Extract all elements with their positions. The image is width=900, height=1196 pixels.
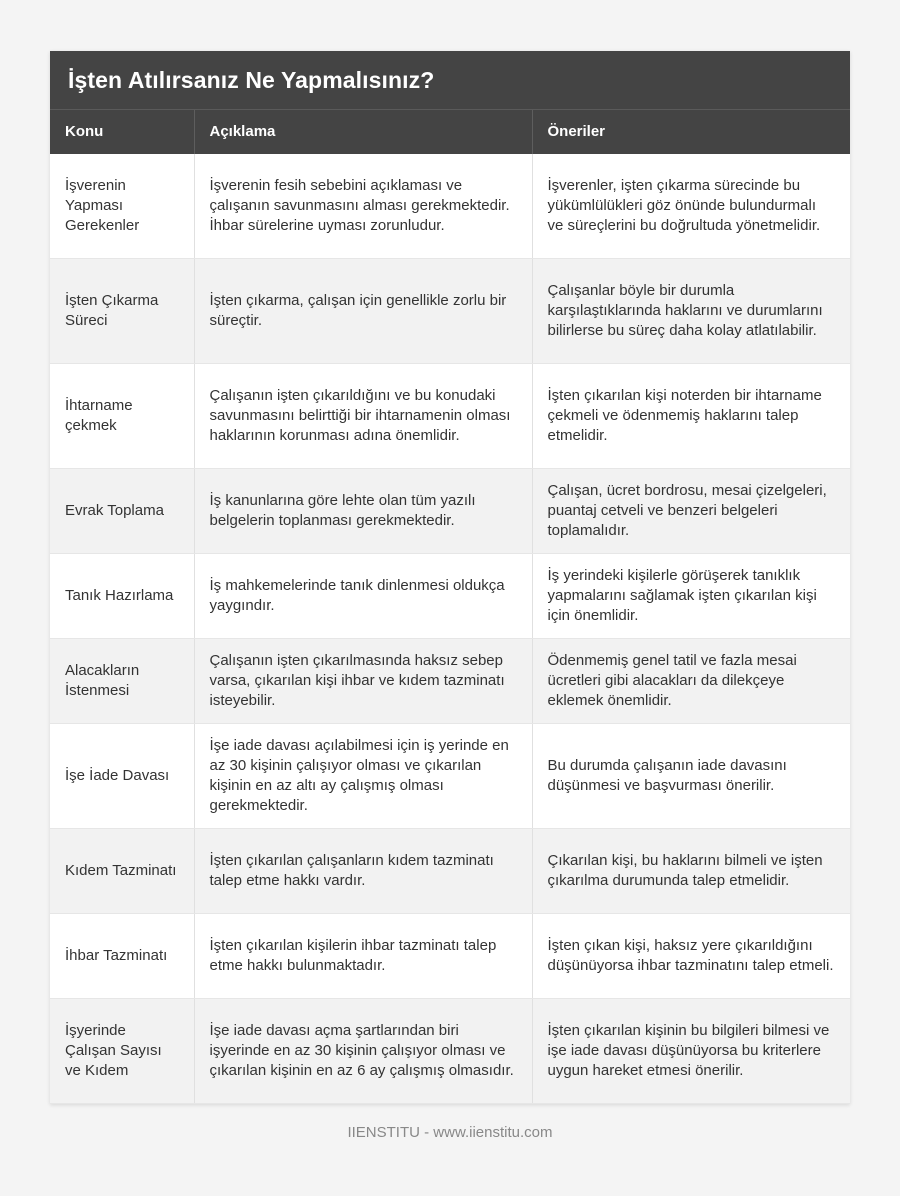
cell-description: İşten çıkarılan çalışanların kıdem tazminatı talep etme hakkı vardır. (194, 829, 532, 914)
cell-topic: İşverenin Yapması Gerekenler (50, 154, 194, 259)
cell-topic: Alacakların İstenmesi (50, 639, 194, 724)
cell-description: İşverenin fesih sebebini açıklaması ve çalışanın savunmasını alması gerekmektedir. İhbar sürelerine uyması zorunludur. (194, 154, 532, 259)
info-card (50, 51, 850, 1104)
cell-description: İş mahkemelerinde tanık dinlenmesi oldukça yaygındır. (194, 554, 532, 639)
table-row (50, 999, 850, 1104)
cell-recommendation: Ödenmemiş genel tatil ve fazla mesai ücretleri gibi alacakları da dilekçeye eklemek önemlidir. (532, 639, 850, 724)
cell-description: İşe iade davası açılabilmesi için iş yerinde en az 30 kişinin çalışıyor olması ve çıkarılan kişinin en az altı ay çalışmış olması gerekmektedir. (194, 724, 532, 829)
cell-topic: İşten Çıkarma Süreci (50, 259, 194, 364)
footer-credit: IIENSTITU - www.iienstitu.com (347, 1124, 553, 1141)
column-header-recommendation: Öneriler (532, 110, 850, 154)
cell-topic: Kıdem Tazminatı (50, 829, 194, 914)
column-header-topic: Konu (50, 110, 194, 154)
table-row (50, 914, 850, 999)
cell-topic: İşyerinde Çalışan Sayısı ve Kıdem (50, 999, 194, 1104)
cell-description: İşe iade davası açma şartlarından biri işyerinde en az 30 kişinin çalışıyor olması ve çıkarılan kişinin en az 6 ay çalışmış olmasıdır. (194, 999, 532, 1104)
table-row (50, 469, 850, 554)
cell-recommendation: İşverenler, işten çıkarma sürecinde bu yükümlülükleri göz önünde bulundurmalı ve süreçlerini bu doğrultuda yönetmelidir. (532, 154, 850, 259)
cell-recommendation: Çıkarılan kişi, bu haklarını bilmeli ve işten çıkarılma durumunda talep etmelidir. (532, 829, 850, 914)
column-header-description: Açıklama (194, 110, 532, 154)
cell-recommendation: İşten çıkarılan kişi noterden bir ihtarname çekmeli ve ödenmemiş haklarını talep etmelidir. (532, 364, 850, 469)
table-row (50, 724, 850, 829)
cell-recommendation: Çalışan, ücret bordrosu, mesai çizelgeleri, puantaj cetveli ve benzeri belgeleri toplamalıdır. (532, 469, 850, 554)
cell-description: Çalışanın işten çıkarıldığını ve bu konudaki savunmasını belirttiği bir ihtarnamenin olması haklarının korunması adına önemlidir. (194, 364, 532, 469)
cell-topic: İşe İade Davası (50, 724, 194, 829)
cell-description: İşten çıkarılan kişilerin ihbar tazminatı talep etme hakkı bulunmaktadır. (194, 914, 532, 999)
table-row (50, 554, 850, 639)
cell-recommendation: İşten çıkarılan kişinin bu bilgileri bilmesi ve işe iade davası düşünüyorsa bu kriterlere uygun hareket etmesi önerilir. (532, 999, 850, 1104)
cell-description: Çalışanın işten çıkarılmasında haksız sebep varsa, çıkarılan kişi ihbar ve kıdem tazminatı isteyebilir. (194, 639, 532, 724)
cell-recommendation: İşten çıkan kişi, haksız yere çıkarıldığını düşünüyorsa ihbar tazminatını talep etmeli. (532, 914, 850, 999)
table-header-row (50, 110, 850, 154)
table-row (50, 364, 850, 469)
cell-topic: İhbar Tazminatı (50, 914, 194, 999)
cell-recommendation: Çalışanlar böyle bir durumla karşılaştıklarında haklarını ve durumlarını bilirlerse bu süreç daha kolay atlatılabilir. (532, 259, 850, 364)
table-row (50, 259, 850, 364)
table-row (50, 639, 850, 724)
table-body (50, 154, 850, 1104)
cell-topic: Tanık Hazırlama (50, 554, 194, 639)
cell-recommendation: Bu durumda çalışanın iade davasını düşünmesi ve başvurması önerilir. (532, 724, 850, 829)
title-bar (50, 51, 850, 109)
cell-topic: Evrak Toplama (50, 469, 194, 554)
cell-topic: İhtarname çekmek (50, 364, 194, 469)
cell-description: İşten çıkarma, çalışan için genellikle zorlu bir süreçtir. (194, 259, 532, 364)
table-row (50, 829, 850, 914)
cell-recommendation: İş yerindeki kişilerle görüşerek tanıklık yapmalarını sağlamak işten çıkarılan kişi için önemlidir. (532, 554, 850, 639)
table-row (50, 154, 850, 259)
info-table (50, 109, 850, 1104)
cell-description: İş kanunlarına göre lehte olan tüm yazılı belgelerin toplanması gerekmektedir. (194, 469, 532, 554)
page-title: İşten Atılırsanız Ne Yapmalısınız? (68, 66, 435, 93)
